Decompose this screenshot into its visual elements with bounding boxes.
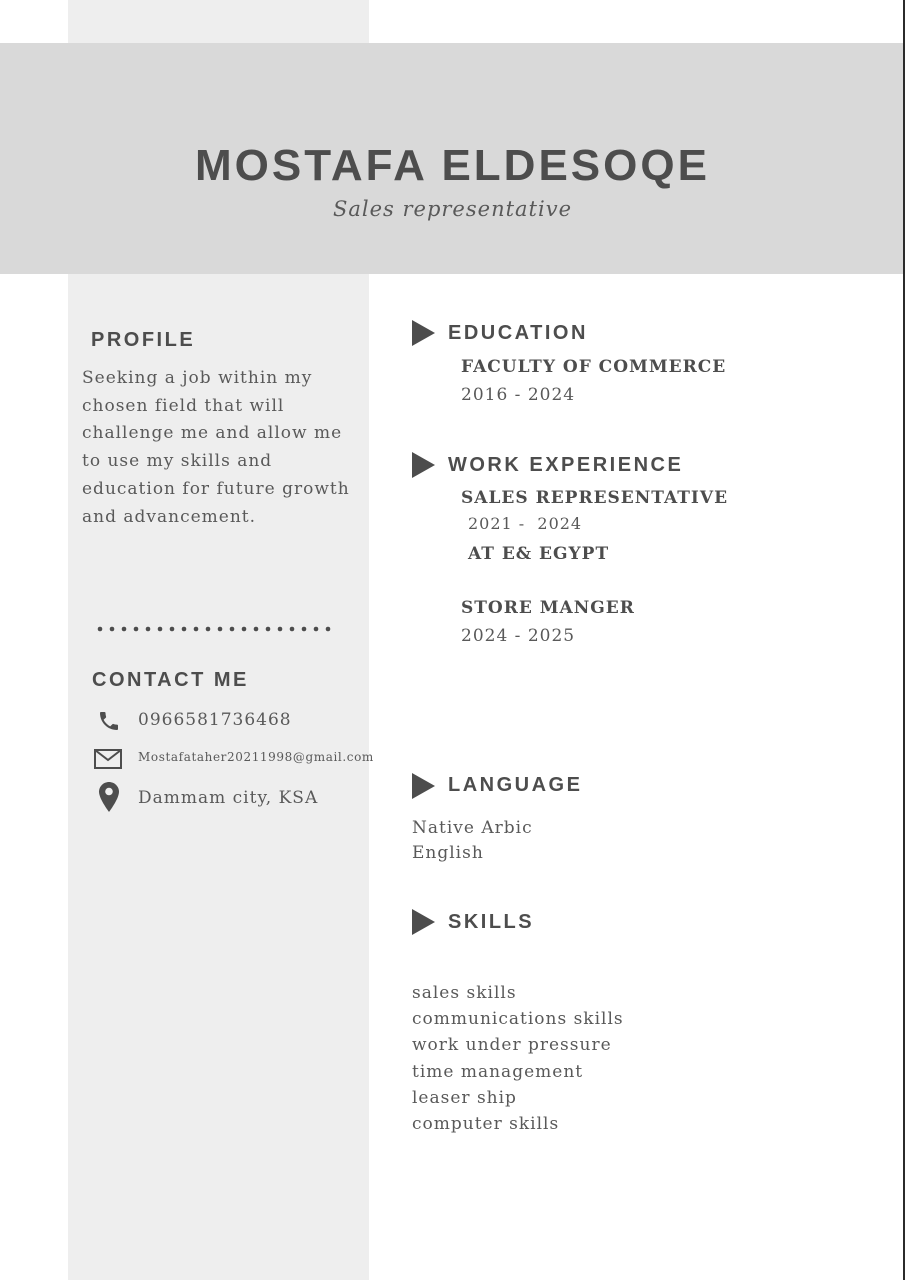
language-item: English [412,842,484,863]
phone-number: 0966581736468 [138,710,292,730]
skills-heading: SKILLS [448,911,535,933]
job-years: 2021 - 2024 [468,514,583,533]
candidate-name: MOSTAFA ELDESOQE [195,141,710,190]
skill-item: computer skills [412,1114,560,1135]
contact-heading: CONTACT ME [92,669,249,691]
education-school: FACULTY OF COMMERCE [461,357,727,377]
work-heading: WORK EXPERIENCE [448,454,684,476]
mail-icon [94,744,122,774]
skill-item: communications skills [412,1009,624,1030]
skill-item: sales skills [412,983,517,1003]
profile-heading: PROFILE [91,329,196,351]
phone-icon [95,706,123,736]
education-arrow-icon [412,320,435,346]
email-address: Mostafataher20211998@gmail.com [138,750,374,764]
skill-item: work under pressure [412,1035,612,1056]
language-item: Native Arbic [412,818,533,838]
language-heading: LANGUAGE [448,774,583,796]
dotted-divider [94,625,334,633]
skills-list [412,980,624,1137]
skill-item: time management [412,1061,584,1082]
job-company: AT E& EGYPT [468,544,610,564]
skills-arrow-icon [412,909,435,935]
language-arrow-icon [412,773,435,799]
job-position: SALES REPRESENTATIVE [461,488,729,508]
candidate-role: Sales representative [332,197,572,221]
profile-text: Seeking a job within my chosen field that will challenge me and allow me to use my skills and education for future growth and advancement. [82,368,350,527]
location-pin-icon [95,782,123,812]
language-list [412,816,533,865]
education-heading: EDUCATION [448,322,588,344]
job-years: 2024 - 2025 [461,626,576,646]
work-arrow-icon [412,452,435,478]
job-position: STORE MANGER [461,598,635,618]
skill-item: leaser ship [412,1087,517,1108]
location-text: Dammam city, KSA [138,788,319,808]
education-years: 2016 - 2024 [461,385,576,405]
